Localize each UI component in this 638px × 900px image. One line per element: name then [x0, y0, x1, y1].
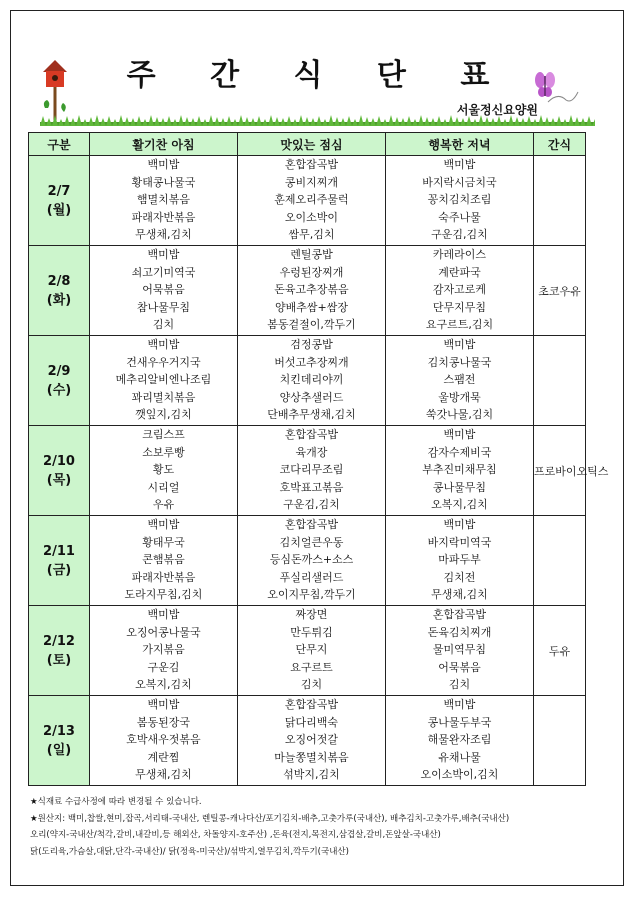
lunch-cell: [238, 606, 386, 696]
menu-item: 황도: [152, 463, 175, 477]
menu-item: 부추진미채무침: [422, 463, 497, 477]
day-date: 2/9: [47, 363, 71, 379]
menu-item: 등심돈까스+소스: [269, 553, 354, 567]
day-date: 2/8: [47, 273, 71, 289]
breakfast-cell: [90, 336, 238, 426]
menu-item: 물미역무침: [432, 643, 487, 657]
day-weekday: (수): [46, 382, 72, 398]
menu-item: 어묵볶음: [142, 283, 185, 297]
breakfast-cell: [90, 156, 238, 246]
menu-item: 백미밥: [147, 158, 180, 171]
day-weekday: (금): [46, 562, 72, 578]
menu-item: 백미밥: [443, 428, 476, 441]
menu-item: 계란찜: [147, 750, 180, 764]
day-cell: [29, 156, 90, 246]
page-title: 주 간 식 단 표: [126, 58, 512, 93]
menu-item: 김치: [152, 318, 175, 332]
menu-item: 백미밥: [443, 698, 476, 711]
menu-item: 유채나물: [438, 750, 481, 764]
menu-item: 푸실리샐러드: [279, 570, 344, 584]
menu-item: 치킨데리야끼: [279, 373, 344, 387]
snack-cell: 초코우유: [534, 246, 586, 336]
menu-item: 바지락시금치국: [422, 175, 497, 189]
menu-item: 돈육김치찌개: [427, 625, 492, 639]
breakfast-cell: [90, 606, 238, 696]
menu-item: 단무지: [295, 643, 328, 657]
day-row: [29, 696, 586, 786]
butterfly-icon: [534, 70, 580, 112]
menu-item: 무생채,김치: [431, 588, 488, 602]
menu-item: 백미밥: [147, 608, 180, 621]
menu-item: 건새우우거지국: [126, 355, 201, 369]
menu-item: 검정콩밥: [290, 338, 333, 351]
menu-item: 오이소박이: [284, 210, 339, 224]
menu-item: 파래자반볶음: [131, 210, 196, 224]
day-row: [29, 246, 586, 336]
dinner-cell: [386, 156, 534, 246]
day-weekday: (일): [46, 742, 72, 758]
menu-item: 훈제오리주물럭: [274, 193, 349, 207]
day-cell: [29, 426, 90, 516]
snack-cell: [534, 336, 586, 426]
menu-item: 참나물무침: [136, 300, 191, 314]
menu-item: 김치전: [443, 570, 476, 584]
dinner-cell: [386, 336, 534, 426]
menu-item: 쇠고기미역국: [131, 265, 196, 279]
header-lunch: 맛있는 점심: [238, 133, 386, 156]
breakfast-cell: [90, 426, 238, 516]
header-breakfast: 활기찬 아침: [90, 133, 238, 156]
menu-item: 오징어젓갈: [284, 733, 339, 747]
menu-item: 요구르트,김치: [425, 318, 494, 332]
day-cell: [29, 246, 90, 336]
dinner-cell: [386, 516, 534, 606]
menu-item: 오이소박이,김치: [420, 768, 499, 782]
menu-item: 김치얼큰우동: [279, 535, 344, 549]
menu-item: 혼합잡곡밥: [284, 518, 339, 531]
breakfast-cell: [90, 516, 238, 606]
menu-item: 백미밥: [147, 698, 180, 711]
menu-item: 콩비지찌개: [284, 175, 339, 189]
menu-item: 양배추쌈+쌈장: [275, 300, 348, 314]
day-cell: [29, 606, 90, 696]
menu-item: 호박새우젓볶음: [126, 733, 201, 747]
lunch-cell: [238, 336, 386, 426]
menu-item: 구운김: [147, 660, 180, 674]
note-line: ★식재료 수급사정에 따라 변경될 수 있습니다.: [30, 797, 202, 807]
menu-item: 황태콩나물국: [131, 175, 196, 189]
menu-item: 양상추샐러드: [279, 390, 344, 404]
menu-item: 봄동된장국: [136, 715, 191, 729]
menu-item: 단무지무침: [432, 300, 487, 314]
menu-item: 백미밥: [147, 248, 180, 261]
note-line: 닭(도리육,가슴살,대닭,단각-국내산)/ 닭(정육-미국산)/섞박지,열무김치,깍두기(국내산): [30, 846, 349, 857]
day-date: 2/7: [47, 183, 71, 199]
menu-item: 우유: [152, 498, 175, 512]
breakfast-cell: [90, 246, 238, 336]
day-date: 2/12: [43, 633, 75, 649]
day-row: [29, 336, 586, 426]
menu-item: 가지볶음: [142, 643, 185, 657]
menu-item: 파래자반볶음: [131, 570, 196, 584]
menu-item: 혼합잡곡밥: [284, 698, 339, 711]
menu-item: 콘햄볶음: [142, 553, 185, 567]
lunch-cell: [238, 426, 386, 516]
menu-item: 메추리알비엔나조림: [115, 373, 212, 387]
menu-item: 닭다리백숙: [284, 715, 339, 729]
note-line: ★원산지: 백미,찹쌀,현미,잡곡,서리태-국내산, 렌틸콩-캐나다산/포기김치-배추,고춧가루(국내산), 배추김치-고춧가루,배추(국내산): [30, 813, 510, 824]
day-date: 2/10: [43, 453, 75, 469]
snack-cell: [534, 696, 586, 786]
day-weekday: (토): [46, 652, 72, 668]
menu-item: 코다리무조림: [279, 463, 344, 477]
menu-item: 마파두부: [438, 553, 481, 567]
snack-cell: 두유: [534, 606, 586, 696]
menu-item: 오복지,김치: [135, 678, 192, 692]
notes: [30, 794, 590, 860]
menu-item: 오복지,김치: [431, 498, 488, 512]
weekly-menu-table: [28, 132, 609, 786]
day-weekday: (화): [46, 292, 72, 308]
menu-item: 콩나물두부국: [427, 715, 492, 729]
day-row: [29, 606, 586, 696]
menu-item: 백미밥: [443, 518, 476, 531]
grass-border: [40, 114, 595, 126]
snack-cell: 프로바이오틱스: [534, 426, 586, 516]
menu-item: 호박표고볶음: [279, 480, 344, 494]
dinner-cell: [386, 246, 534, 336]
menu-item: 마늘쫑멸치볶음: [274, 750, 349, 764]
menu-item: 계란파국: [438, 265, 481, 279]
menu-item: 버섯고추장찌개: [274, 355, 349, 369]
day-weekday: (월): [46, 202, 72, 218]
menu-item: 도라지무침,김치: [124, 588, 203, 602]
menu-item: 섞박지,김치: [283, 768, 340, 782]
menu-item: 크림스프: [142, 428, 185, 441]
menu-item: 소보루빵: [142, 445, 185, 459]
menu-item: 무생채,김치: [135, 228, 192, 242]
menu-item: 시리얼: [147, 480, 180, 494]
snack-cell: [534, 516, 586, 606]
menu-item: 우렁된장찌개: [279, 265, 344, 279]
lunch-cell: [238, 156, 386, 246]
menu-item: 카레라이스: [432, 248, 487, 261]
menu-item: 숙주나물: [438, 210, 481, 224]
menu-item: 콩나물무침: [432, 480, 487, 494]
menu-item: 혼합잡곡밥: [284, 158, 339, 171]
day-date: 2/11: [43, 543, 75, 559]
menu-item: 무생채,김치: [135, 768, 192, 782]
dinner-cell: [386, 696, 534, 786]
menu-item: 울방개묵: [438, 390, 481, 404]
header-dinner: 행복한 저녁: [386, 133, 534, 156]
menu-item: 깻잎지,김치: [135, 408, 192, 422]
lunch-cell: [238, 516, 386, 606]
day-cell: [29, 516, 90, 606]
menu-item: 꽈리멸치볶음: [131, 390, 196, 404]
lunch-cell: [238, 246, 386, 336]
menu-item: 렌틸콩밥: [290, 248, 333, 261]
menu-item: 구운김,김치: [283, 498, 340, 512]
menu-item: 김치: [448, 678, 471, 692]
dinner-cell: [386, 426, 534, 516]
header-row: [29, 133, 586, 156]
breakfast-cell: [90, 696, 238, 786]
day-row: [29, 156, 586, 246]
day-cell: [29, 336, 90, 426]
note-line: 오리(약지-국내산/척각,갈비,내갈비,등 해외산, 차돌양지-호주산) ,돈육(전지,목전지,삼겹살,갈비,돈앞살-국내산): [30, 830, 441, 840]
menu-item: 황태무국: [142, 535, 185, 549]
menu-item: 꽁치김치조림: [427, 193, 492, 207]
day-weekday: (목): [46, 472, 72, 488]
menu-item: 해물완자조림: [427, 733, 492, 747]
menu-item: 쌈무,김치: [288, 228, 335, 242]
day-date: 2/13: [43, 723, 75, 739]
dinner-cell: [386, 606, 534, 696]
menu-item: 감자고로케: [432, 283, 487, 297]
header-snack: 간식: [534, 133, 586, 156]
menu-item: 돈육고추장볶음: [274, 283, 349, 297]
menu-item: 쑥갓나물,김치: [425, 408, 494, 422]
menu-item: 김치콩나물국: [427, 355, 492, 369]
organization-name: 서울정신요양원: [456, 103, 538, 117]
menu-item: 스팸전: [443, 373, 476, 387]
menu-item: 김치: [300, 678, 323, 692]
menu-item: 백미밥: [443, 338, 476, 351]
snack-cell: [534, 156, 586, 246]
menu-item: 육개장: [295, 445, 328, 459]
menu-item: 바지락미역국: [427, 535, 492, 549]
menu-item: 짜장면: [295, 608, 328, 621]
menu-item: 백미밥: [147, 338, 180, 351]
lunch-cell: [238, 696, 386, 786]
menu-item: 만두튀김: [290, 625, 333, 639]
menu-item: 백미밥: [147, 518, 180, 531]
menu-item: 혼합잡곡밥: [432, 608, 487, 621]
menu-item: 백미밥: [443, 158, 476, 171]
menu-item: 혼합잡곡밥: [284, 428, 339, 441]
day-cell: [29, 696, 90, 786]
menu-item: 단배추무생채,김치: [267, 408, 356, 422]
menu-item: 구운김,김치: [431, 228, 488, 242]
menu-item: 햄멸치볶음: [136, 193, 191, 207]
menu-item: 어묵볶음: [438, 660, 481, 674]
day-row: [29, 426, 586, 516]
menu-item: 요구르트: [290, 660, 333, 674]
day-row: [29, 516, 586, 606]
menu-item: 오징어콩나물국: [126, 625, 201, 639]
menu-item: 감자수제비국: [427, 445, 492, 459]
menu-item: 봄동겉절이,깍두기: [267, 318, 356, 332]
menu-item: 오이지무침,깍두기: [267, 588, 356, 602]
header-category: 구분: [29, 133, 90, 156]
